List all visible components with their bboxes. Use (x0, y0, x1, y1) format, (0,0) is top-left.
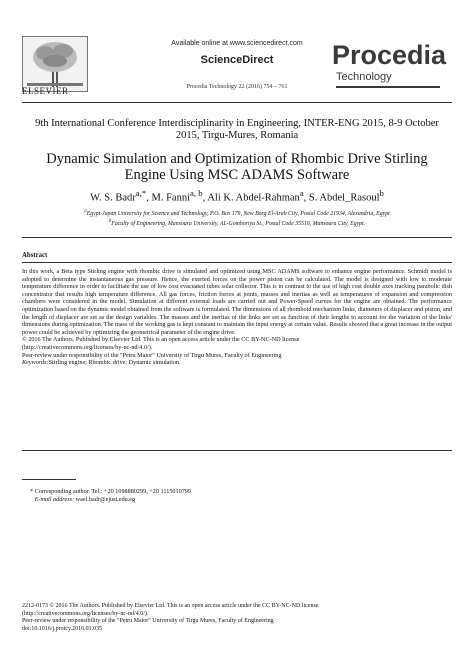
abstract-section (22, 268, 452, 367)
author-name: S. Abdel_Rasoul (308, 192, 380, 204)
abstract-end-divider (22, 450, 452, 451)
author-affil-mark: a, (135, 188, 142, 198)
available-online-text: Available online at www.sciencedirect.com (171, 40, 303, 47)
brand-underline (336, 86, 440, 88)
title-line-1: Dynamic Simulation and Optimization of Rhombic Drive Stirling (46, 151, 428, 167)
copyright-line: © 2016 The Authors. Published by Elsevier Ltd. This is an open access article under the CC BY-NC-ND license (22, 336, 300, 344)
email-address[interactable]: wael.badr@ejust.edu.eg (75, 496, 136, 503)
page-footer (22, 603, 452, 633)
footnote-rule (22, 479, 76, 480)
email-line (30, 496, 191, 504)
article-title (22, 151, 452, 183)
keywords-line (22, 359, 452, 367)
peer-review-line: Peer-review under responsibility of the "Petru Maior" University of Tirgu Mures, Faculty of Engineering (22, 351, 282, 359)
publisher-name: ELSEVIER (22, 86, 69, 96)
affiliation-a (22, 208, 452, 218)
procedia-brand: Procedia (332, 40, 447, 70)
license-link[interactable]: (http://creativecommons.org/licenses/by-nc-nd/4.0/). (22, 343, 153, 351)
abstract-divider (22, 262, 452, 263)
author-name: Ali K. Abdel-Rahman (207, 192, 300, 204)
abstract-text: In this work, a Beta type Stirling engine with rhombic drive is simulated and optimized using MSC ADAMS software to enhance engine performance. Schmidt model is adopted to determine the instantaneous gas pressure. Hence, the exerted forces on the power piston can be calculated. The model is designed with low to moderate temperature difference in order to facilitate the use of low cost evacuated tubes solar collector. This is in contrast to the use of high cost double axes tracking parabolic dish concentrator that results high temperature difference. All gas forces, friction forces at joints, masses and inertias as well as temperatures of expansion and compression chambers were considered in the model. Simulation at different external loads are carried out and Power-Speed curves for the engine are obtained. The performance optimization based on the dynamic model obtained from the software is formulated. The dimensions of all rhomboid mechanism links, diameters of displacer and piston, and the length of displacer are set as the design variables. The masses and the inertias of the links are set as function of their lengths to account for the variation of the links' dimensions during optimization. The mass of the working gas is kept constant to maintain the input energy at certain value. Results showed that a great increase in the output power could be achieved by optimizing the geometrical parameter of the engine drive. (22, 268, 452, 336)
sciencedirect-brand: ScienceDirect (200, 54, 274, 66)
header-divider (22, 102, 452, 103)
abstract-heading: Abstract (22, 252, 48, 259)
keywords-label: Keywords: (22, 359, 49, 367)
footer-doi[interactable]: doi:10.1016/j.protcy.2016.01.035 (22, 625, 103, 632)
affil-mark: a (84, 209, 87, 214)
journal-reference: Procedia Technology 22 (2016) 754 – 761 (186, 84, 288, 90)
conference-line-1: 9th International Conference Interdisciplinarity in Engineering, INTER-ENG 2015, 8-9 October (35, 118, 439, 129)
author-name: M. Fanni (151, 192, 191, 204)
affil-mark: b (108, 218, 112, 224)
footnote (30, 488, 191, 504)
footer-peer-review: Peer-review under responsibility of the "Petru Maior" University of Tirgu Mures, Faculty of Engineering (22, 618, 274, 625)
affil-text: Egypt-Japan University for Science and Technology, P.O. Box 179, New Borg El-Arab City, Postal Code 21934, Alexandria, Egypt (86, 210, 390, 217)
footer-issn-line: 2212-0173 © 2016 The Authors. Published by Elsevier Ltd. This is an open access article under the CC BY-NC-ND license (22, 603, 319, 609)
author-affil-mark: a, b (190, 188, 203, 198)
conference-info (22, 118, 452, 142)
affiliation-b (22, 218, 452, 228)
email-label: E-mail address: (34, 496, 75, 503)
conference-line-2: 2015, Tirgu-Mures, Romania (175, 130, 299, 141)
affiliations (22, 208, 452, 228)
title-line-2: Engine Using MSC ADAMS Software (124, 167, 350, 183)
title-divider (22, 237, 452, 238)
procedia-subbrand: Technology (336, 71, 392, 83)
author-affil-mark: b (379, 188, 384, 198)
keywords-text: Stirling engine; Rhombic drive; Dynamic simulation. (48, 359, 181, 367)
affil-text: Faculty of Engineering, Mansoura University, AL-Gomhoriya St., Postal Code 35516, Mansoura City, Egypt. (111, 220, 366, 227)
footer-license-link[interactable]: (http://creativecommons.org/licenses/by-nc-nd/4.0/). (22, 610, 149, 617)
corresponding-mark: * (141, 188, 147, 198)
author-name: W. S. Badr (90, 192, 136, 204)
author-list: W. S. Badr$^{a,*}$, M. Fanni$^{a, b}$, Ali K. Abdel-Rahman$^a$, S. Abdel_Rasoul$^b$ (90, 188, 384, 204)
corresponding-author: * Corresponding author. Tel.: +20 1098880299, +20 1115010799 (30, 488, 191, 495)
author-affil-mark: a (299, 188, 304, 198)
